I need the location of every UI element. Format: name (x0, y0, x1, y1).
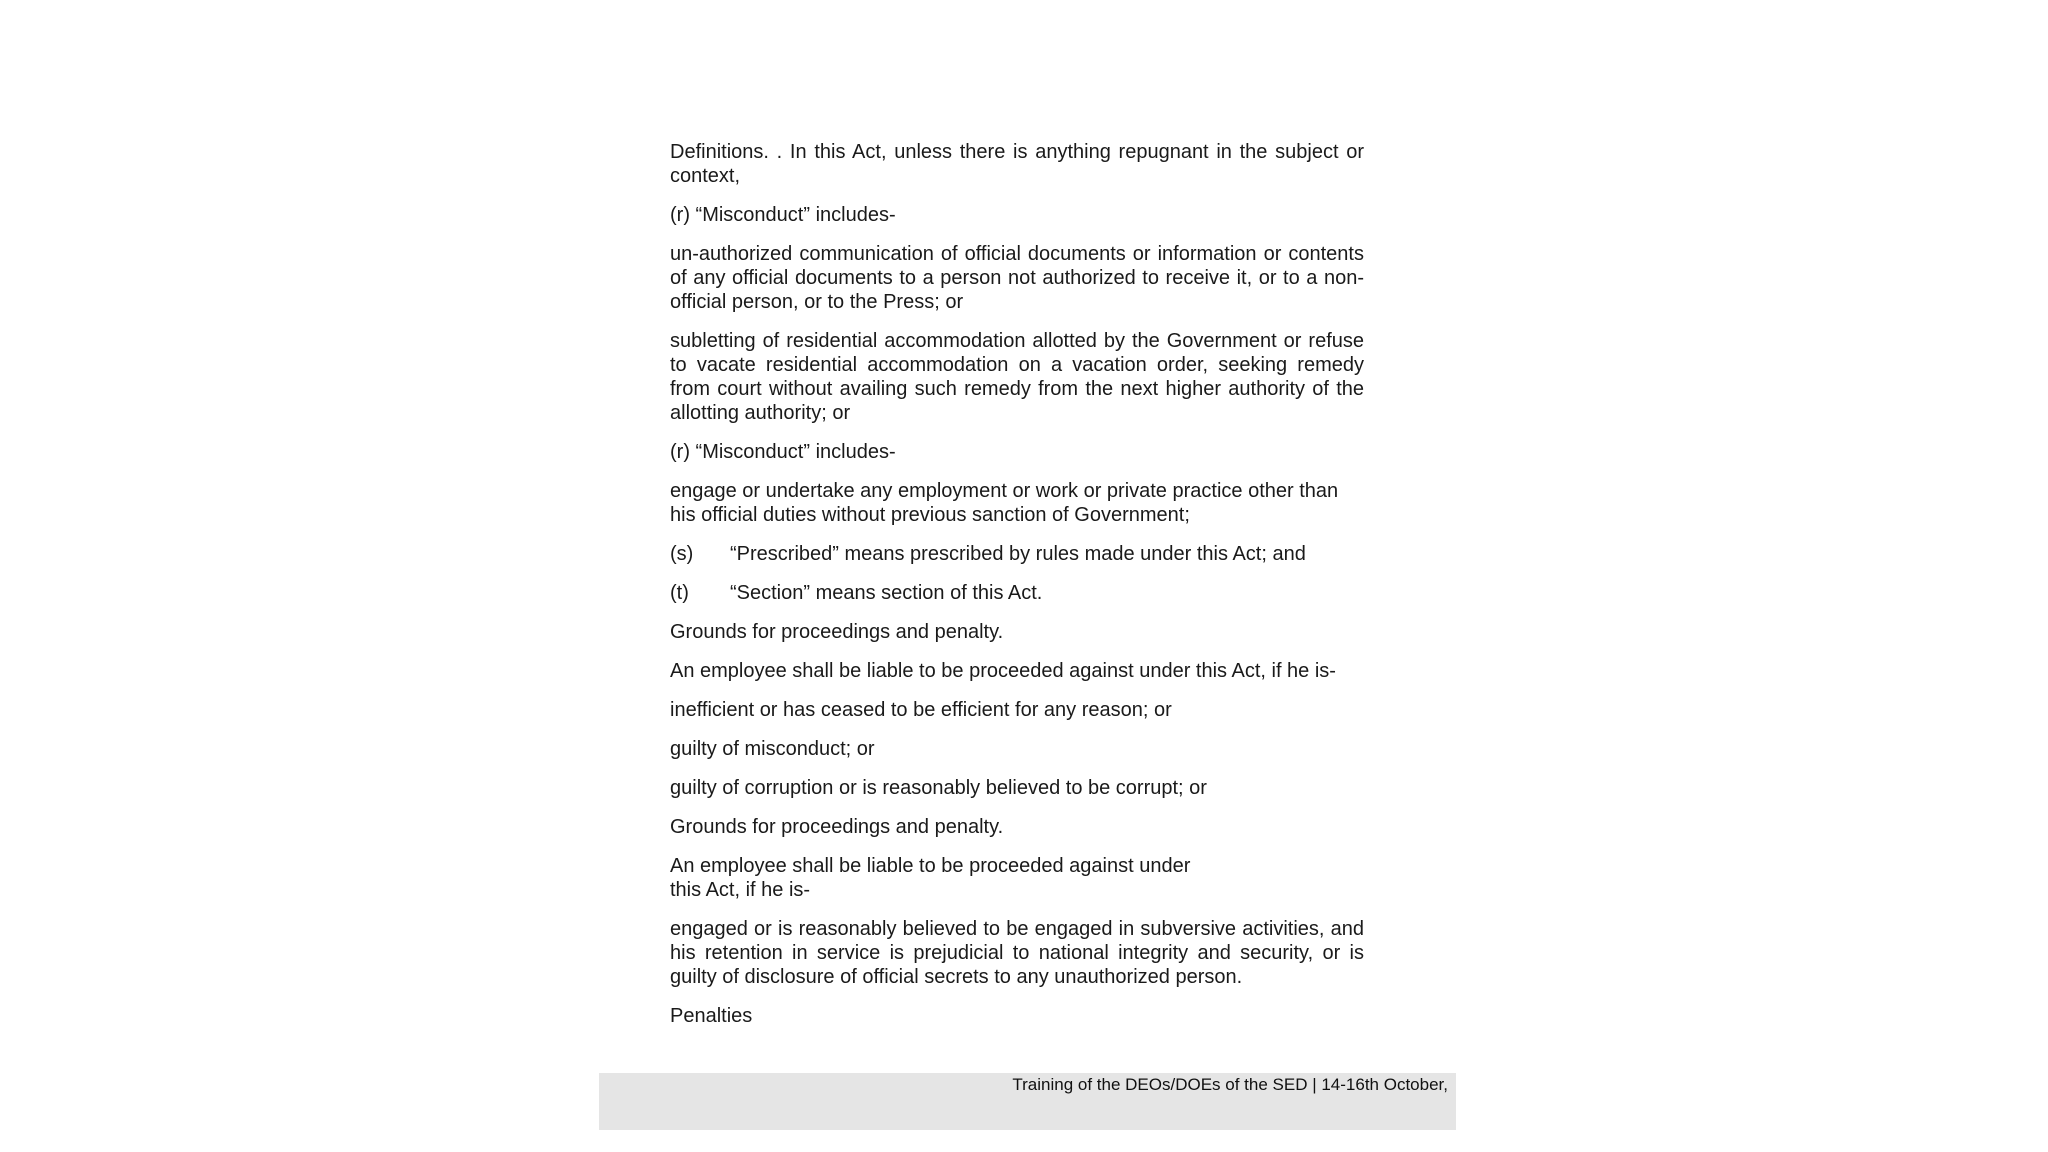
grounds-heading-repeat: Grounds for proceedings and penalty. (670, 816, 1004, 838)
grounds-item-inefficient: inefficient or has ceased to be efficient for any reason; or (670, 699, 1172, 721)
grounds-intro-repeat (670, 854, 1364, 902)
grounds-intro-line-1: An employee shall be liable to be proceeded against under (670, 855, 1191, 877)
grounds-heading: Grounds for proceedings and penalty. (670, 621, 1004, 643)
penalties-heading: Penalties (670, 1005, 753, 1027)
document-body (670, 140, 1364, 1043)
subletting-paragraph: subletting of residential accommodation allotted by the Government or refuse to vacate residential accommodation on a vacation order, seeking remedy from court without availing such remedy from the next higher authority of the allotting authority; or (670, 330, 1364, 424)
unauthorized-communication-paragraph: un-authorized communication of official documents or information or contents of any official documents to a person not authorized to receive it, or to a non-official person, or to the Press; or (670, 243, 1364, 313)
list-item-text: “Prescribed” means prescribed by rules made under this Act; and (730, 543, 1306, 565)
misconduct-heading: (r) “Misconduct” includes- (670, 204, 896, 226)
definition-item-section (670, 581, 1364, 605)
misconduct-heading-repeat: (r) “Misconduct” includes- (670, 441, 896, 463)
list-marker: (s) (670, 543, 694, 565)
grounds-item-subversive: engaged or is reasonably believed to be engaged in subversive activities, and his retention in service is prejudicial to national integrity and security, or is guilty of disclosure of official secrets to any unauthorized person. (670, 918, 1364, 988)
grounds-intro-line-2: this Act, if he is- (670, 879, 811, 901)
definitions-paragraph: Definitions. . In this Act, unless there is anything repugnant in the subject or context, (670, 141, 1364, 187)
grounds-item-corruption: guilty of corruption or is reasonably believed to be corrupt; or (670, 777, 1207, 799)
engage-employment-paragraph: engage or undertake any employment or work or private practice other than his official duties without previous sanction of Government; (670, 480, 1339, 526)
list-item-text: “Section” means section of this Act. (730, 582, 1043, 604)
list-marker: (t) (670, 582, 689, 604)
definition-item-prescribed (670, 542, 1364, 566)
grounds-intro: An employee shall be liable to be proceeded against under this Act, if he is- (670, 660, 1336, 682)
footer-text: Training of the DEOs/DOEs of the SED | 14-16th October, (1012, 1075, 1448, 1094)
page-footer (599, 1073, 1456, 1130)
grounds-item-misconduct: guilty of misconduct; or (670, 738, 875, 760)
